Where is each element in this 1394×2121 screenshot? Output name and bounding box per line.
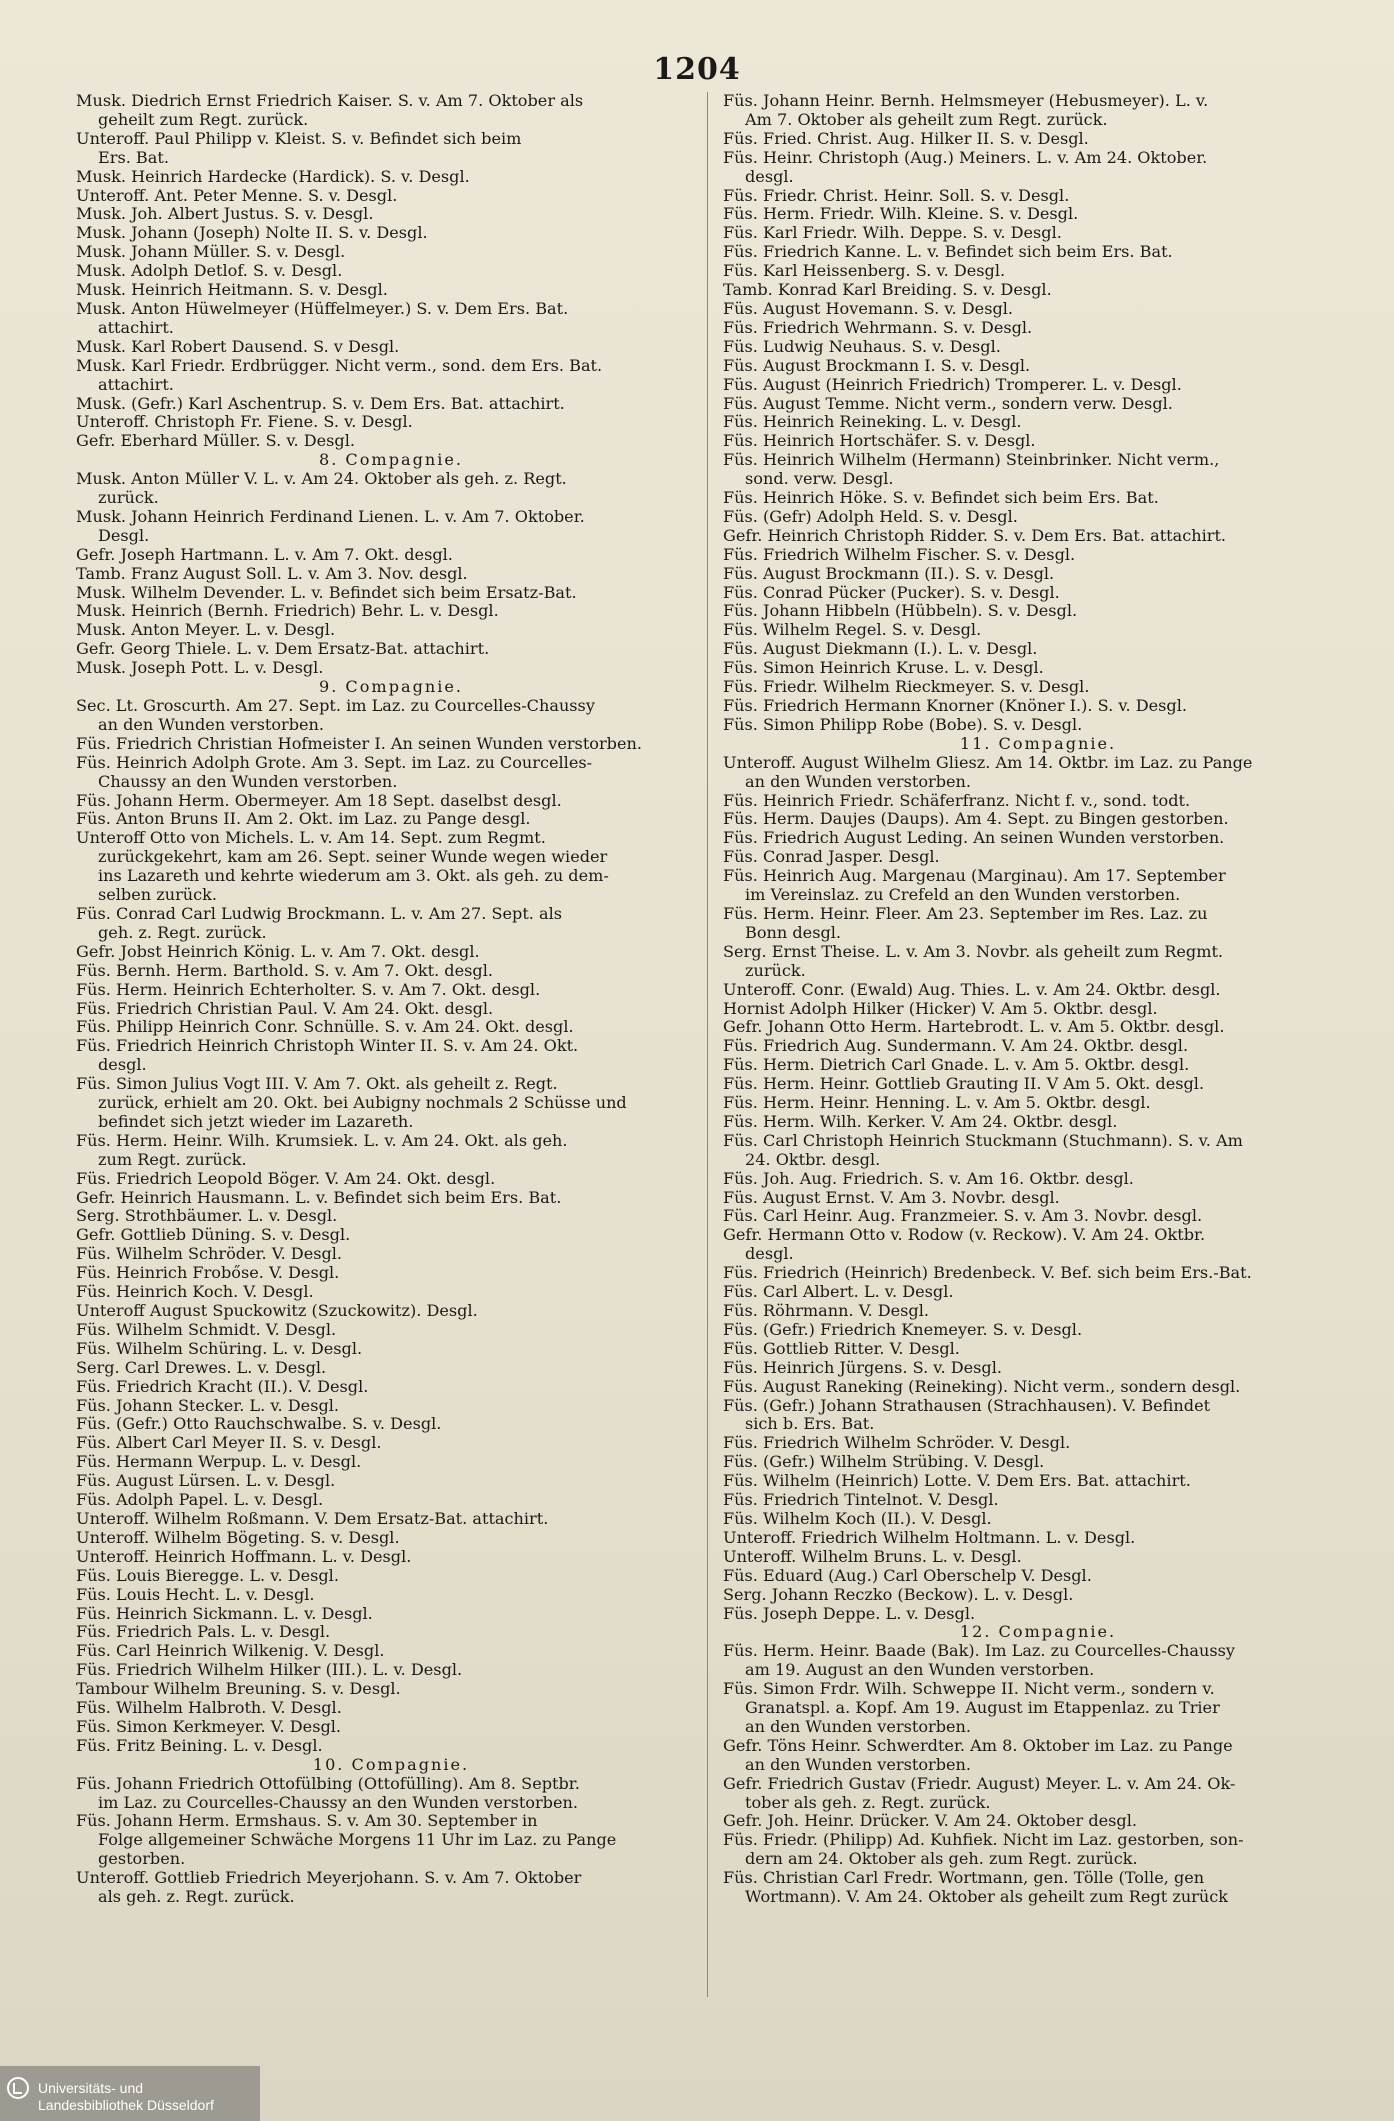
roster-entry: Füs. August Diekmann (I.). L. v. Desgl. [723,640,1038,659]
entry-continuation: sich b. Ers. Bat. [745,1415,875,1434]
roster-entry: Gefr. Hermann Otto v. Rodow (v. Reckow). V. Am 24. Oktbr. [723,1226,1206,1245]
roster-entry: Musk. Johann (Joseph) Nolte II. S. v. Desgl. [76,224,428,243]
roster-entry: Gefr. Jobst Heinrich König. L. v. Am 7. Okt. desgl. [76,942,480,961]
roster-entry: Füs. Simon Frdr. Wilh. Schweppe II. Nicht verm., sondern v. [723,1680,1215,1699]
roster-entry: Füs. Johann Stecker. L. v. Desgl. [76,1396,340,1415]
roster-entry: Füs. Simon Heinrich Kruse. L. v. Desgl. [723,659,1044,678]
roster-entry: Füs. Joh. Aug. Friedrich. S. v. Am 16. Oktbr. desgl. [723,1169,1134,1188]
roster-entry: Füs. Herm. Heinr. Henning. L. v. Am 5. Oktbr. desgl. [723,1094,1151,1113]
roster-entry: Füs. Simon Julius Vogt III. V. Am 7. Okt. als geheilt z. Regt. [76,1075,558,1094]
roster-entry: Gefr. Joh. Heinr. Drücker. V. Am 24. Oktober desgl. [723,1812,1138,1831]
roster-entry: Füs. Heinrich Höke. S. v. Befindet sich beim Ers. Bat. [723,489,1159,508]
roster-entry: Füs. Friedrich Hermann Knorner (Knöner I.). S. v. Desgl. [723,697,1187,715]
roster-entry: Füs. Albert Carl Meyer II. S. v. Desgl. [76,1434,382,1453]
company-heading: 9. Compagnie. [318,678,464,697]
roster-entry: Unteroff. Wilhelm Bruns. L. v. Desgl. [723,1547,1022,1566]
roster-entry: Füs. Carl Albert. L. v. Desgl. [723,1283,954,1302]
roster-entry: Füs. Friedrich Wilhelm Fischer. S. v. Desgl. [723,545,1076,564]
roster-entry: Füs. (Gefr.) Friedrich Knemeyer. S. v. Desgl. [723,1320,1083,1339]
entry-continuation: desgl. [745,167,794,186]
entry-continuation: als geh. z. Regt. zurück. [98,1888,295,1907]
roster-entry: Füs. Herm. Heinr. Baade (Bak). Im Laz. zu Courcelles-Chaussy [723,1642,1235,1661]
roster-entry: Füs. Herm. Heinr. Gottlieb Grauting II. V Am 5. Okt. desgl. [723,1075,1205,1094]
roster-entry: Unteroff. Heinrich Hoffmann. L. v. Desgl. [76,1547,412,1566]
roster-entry: Musk. Heinrich Hardecke (Hardick). S. v. Desgl. [76,167,470,186]
roster-entry: Gefr. Töns Heinr. Schwerdter. Am 8. Oktober im Laz. zu Pange [723,1736,1233,1755]
roster-entry: Füs. Friedrich Wehrmann. S. v. Desgl. [723,318,1033,337]
roster-entry: Füs. Friedrich Christian Paul. V. Am 24. Okt. desgl. [76,999,494,1018]
roster-entry: Musk. Diedrich Ernst Friedrich Kaiser. S. v. Am 7. Oktober als [76,92,584,110]
roster-entry: Serg. Strothbäumer. L. v. Desgl. [76,1207,338,1226]
roster-entry: Musk. Karl Robert Dausend. S. v Desgl. [76,337,400,356]
roster-entry: Füs. Friedrich Leopold Böger. V. Am 24. Okt. desgl. [76,1169,496,1188]
roster-entry: Füs. (Gefr.) Wilhelm Strübing. V. Desgl. [723,1453,1045,1472]
roster-entry: Musk. Karl Friedr. Erdbrügger. Nicht verm., sond. dem Ers. Bat. [76,356,603,375]
roster-entry: Gefr. Friedrich Gustav (Friedr. August) Meyer. L. v. Am 24. Ok- [723,1774,1236,1793]
roster-entry: Füs. Herm. Heinr. Wilh. Krumsiek. L. v. Am 24. Okt. als geh. [76,1131,568,1150]
roster-entry: Füs. August (Heinrich Friedrich) Tromperer. L. v. Desgl. [723,375,1182,394]
company-heading: 11. Compagnie. [959,734,1117,753]
roster-entry: Tamb. Konrad Karl Breiding. S. v. Desgl. [723,281,1052,300]
entry-continuation: geh. z. Regt. zurück. [98,923,267,942]
roster-entry: Füs. Hermann Werpup. L. v. Desgl. [76,1453,362,1472]
roster-entry: Füs. Anton Bruns II. Am 2. Okt. im Laz. zu Pange desgl. [76,810,531,829]
library-name-line1: Universitäts- und [38,2080,144,2096]
roster-entry: Musk. (Gefr.) Karl Aschentrup. S. v. Dem Ers. Bat. attachirt. [76,394,565,413]
entry-continuation: Folge allgemeiner Schwäche Morgens 11 Uhr im Laz. zu Pange [98,1831,617,1850]
roster-entry: Füs. Wilhelm Koch (II.). V. Desgl. [723,1509,992,1528]
roster-entry: Füs. Adolph Papel. L. v. Desgl. [76,1491,324,1510]
entry-continuation: gestorben. [98,1850,186,1869]
roster-entry: Gefr. Gottlieb Düning. S. v. Desgl. [76,1226,351,1245]
roster-entry: Unteroff. Ant. Peter Menne. S. v. Desgl. [76,186,398,205]
roster-entry: Füs. Heinrich Adolph Grote. Am 3. Sept. im Laz. zu Courcelles- [76,753,593,772]
roster-entry: Füs. Heinrich Jürgens. S. v. Desgl. [723,1358,1002,1377]
roster-entry: Füs. (Gefr.) Otto Rauchschwalbe. S. v. Desgl. [76,1415,442,1434]
roster-entry: Füs. Wilhelm (Heinrich) Lotte. V. Dem Ers. Bat. attachirt. [723,1472,1191,1491]
roster-entry: Füs. Röhrmann. V. Desgl. [723,1302,929,1320]
roster-entry: Unteroff. Paul Philipp v. Kleist. S. v. Befindet sich beim [76,129,522,148]
roster-entry: Füs. Wilhelm Schmidt. V. Desgl. [76,1320,337,1339]
roster-entry: Füs. Johann Heinr. Bernh. Helmsmeyer (Hebusmeyer). L. v. [723,92,1209,110]
roster-entry: Musk. Anton Müller V. L. v. Am 24. Oktober als geh. z. Regt. [76,470,567,489]
roster-entry: Füs. August Hovemann. S. v. Desgl. [723,299,1014,318]
roster-entry: Füs. Carl Heinr. Aug. Franzmeier. S. v. Am 3. Novbr. desgl. [723,1207,1203,1226]
roster-entry: Musk. Anton Meyer. L. v. Desgl. [76,621,336,640]
roster-entry: Gefr. Eberhard Müller. S. v. Desgl. [76,432,355,451]
roster-entry: Gefr. Heinrich Hausmann. L. v. Befindet sich beim Ers. Bat. [76,1188,562,1207]
entry-continuation: geheilt zum Regt. zurück. [98,110,309,129]
roster-entry: Füs. Herm. Heinr. Fleer. Am 23. September im Res. Laz. zu [723,904,1208,923]
roster-entry: Füs. Johann Herm. Obermeyer. Am 18 Sept. daselbst desgl. [76,791,562,810]
roster-entry: Füs. Herm. Daujes (Daups). Am 4. Sept. zu Bingen gestorben. [723,810,1229,829]
roster-entry: Füs. (Gefr) Adolph Held. S. v. Desgl. [723,507,1018,526]
roster-entry: Füs. August Raneking (Reineking). Nicht verm., sondern desgl. [723,1377,1241,1396]
roster-entry: Füs. Heinrich Frobőse. V. Desgl. [76,1264,340,1283]
column-divider [707,92,708,1997]
roster-entry: Füs. Heinrich Koch. V. Desgl. [76,1283,314,1302]
entry-continuation: Desgl. [98,526,150,545]
entry-continuation: zurück. [745,961,806,980]
roster-entry: Unteroff. Conr. (Ewald) Aug. Thies. L. v. Am 24. Oktbr. desgl. [723,980,1221,999]
entry-continuation: an den Wunden verstorben. [98,715,325,734]
roster-entry: Musk. Joseph Pott. L. v. Desgl. [76,659,324,678]
roster-entry: Gefr. Johann Otto Herm. Hartebrodt. L. v. Am 5. Oktbr. desgl. [723,1018,1225,1037]
entry-continuation: an den Wunden verstorben. [745,1717,972,1736]
roster-entry: Füs. Friedrich Christian Hofmeister I. An seinen Wunden verstorben. [76,734,642,753]
page-number: 1204 [653,52,741,87]
roster-entry: Füs. Friedrich Kracht (II.). V. Desgl. [76,1377,369,1396]
entry-continuation: desgl. [745,1245,794,1264]
roster-entry: Füs. Louis Bieregge. L. v. Desgl. [76,1566,339,1585]
entry-continuation: zurück, erhielt am 20. Okt. bei Aubigny nochmals 2 Schüsse und [98,1094,627,1113]
roster-entry: Hornist Adolph Hilker (Hicker) V. Am 5. Oktbr. desgl. [723,999,1158,1018]
entry-continuation: am 19. August an den Wunden verstorben. [745,1661,1095,1680]
roster-entry: Unteroff August Spuckowitz (Szuckowitz). Desgl. [76,1302,478,1320]
company-heading: 12. Compagnie. [959,1623,1117,1642]
roster-entry: Füs. August Ernst. V. Am 3. Novbr. desgl. [723,1188,1060,1207]
entry-continuation: Wortmann). V. Am 24. Oktober als geheilt zum Regt zurück [745,1888,1229,1907]
roster-entry: Füs. Conrad Pücker (Pucker). S. v. Desgl. [723,583,1060,602]
roster-entry: Musk. Johann Müller. S. v. Desgl. [76,243,346,262]
roster-entry: Füs. Carl Heinrich Wilkenig. V. Desgl. [76,1642,385,1661]
entry-continuation: attachirt. [98,318,174,337]
roster-entry: Füs. Heinrich Sickmann. L. v. Desgl. [76,1604,373,1623]
roster-entry: Tambour Wilhelm Breuning. S. v. Desgl. [76,1680,401,1699]
roster-entry: Musk. Anton Hüwelmeyer (Hüffelmeyer.) S. v. Dem Ers. Bat. [76,299,569,318]
roster-entry: Füs. Karl Heissenberg. S. v. Desgl. [723,262,1006,281]
roster-entry: Gefr. Heinrich Christoph Ridder. S. v. Dem Ers. Bat. attachirt. [723,526,1227,545]
roster-entry: Musk. Joh. Albert Justus. S. v. Desgl. [76,205,374,224]
roster-entry: Gefr. Joseph Hartmann. L. v. Am 7. Okt. desgl. [76,545,453,564]
roster-entry: Füs. Johann Friedrich Ottofülbing (Ottofülling). Am 8. Septbr. [76,1774,580,1793]
roster-entry: Unteroff. Friedrich Wilhelm Holtmann. L. v. Desgl. [723,1528,1136,1547]
roster-entry: Füs. Heinrich Aug. Margenau (Marginau). Am 17. September [723,867,1226,886]
roster-entry: Füs. Johann Herm. Ermshaus. S. v. Am 30. September in [76,1812,538,1831]
roster-entry: Füs. Gottlieb Ritter. V. Desgl. [723,1339,960,1358]
roster-entry: Füs. Ludwig Neuhaus. S. v. Desgl. [723,337,1001,356]
entry-continuation: 24. Oktbr. desgl. [745,1150,881,1169]
roster-entry: Füs. Friedrich Wilhelm Hilker (III.). L. v. Desgl. [76,1661,463,1680]
roster-entry: Serg. Ernst Theise. L. v. Am 3. Novbr. als geheilt zum Regmt. [723,942,1224,961]
roster-entry: Füs. Simon Philipp Robe (Bobe). S. v. Desgl. [723,715,1083,734]
roster-entry: Füs. Louis Hecht. L. v. Desgl. [76,1585,315,1604]
roster-entry: Gefr. Georg Thiele. L. v. Dem Ersatz-Bat. attachirt. [76,640,490,659]
roster-entry: Füs. August Brockmann (II.). S. v. Desgl. [723,564,1055,583]
roster-entry: Füs. Heinrich Friedr. Schäferfranz. Nicht f. v., sond. todt. [723,791,1191,810]
roster-entry: Füs. Friedrich Kanne. L. v. Befindet sich beim Ers. Bat. [723,243,1173,262]
entry-continuation: Am 7. Oktober als geheilt zum Regt. zurück. [745,110,1108,129]
roster-entry: Füs. Carl Christoph Heinrich Stuckmann (Stuchmann). S. v. Am [723,1131,1243,1150]
roster-entry: Füs. Heinrich Hortschäfer. S. v. Desgl. [723,432,1036,451]
roster-entry: Füs. Karl Friedr. Wilh. Deppe. S. v. Desgl. [723,224,1062,243]
roster-entry: Füs. Friedr. (Philipp) Ad. Kuhfiek. Nicht im Laz. gestorben, son- [723,1831,1244,1850]
roster-entry: Füs. Conrad Carl Ludwig Brockmann. L. v. Am 27. Sept. als [76,904,563,923]
company-heading: 8. Compagnie. [318,451,464,470]
roster-entry: Unteroff. Wilhelm Roßmann. V. Dem Ersatz-Bat. attachirt. [76,1509,549,1528]
roster-entry: Füs. Friedrich Tintelnot. V. Desgl. [723,1491,999,1510]
roster-entry: Unteroff Otto von Michels. L. v. Am 14. Sept. zum Regmt. [76,829,546,848]
entry-continuation: Granatspl. a. Kopf. Am 19. August im Etappenlaz. zu Trier [745,1699,1220,1718]
roster-entry: Unteroff. Wilhelm Bögeting. S. v. Desgl. [76,1528,400,1547]
entry-continuation: desgl. [98,1056,147,1075]
roster-entry: Füs. Friedrich Heinrich Christoph Winter II. S. v. Am 24. Okt. [76,1037,579,1056]
entry-continuation: ins Lazareth und kehrte wiederum am 3. Okt. als geh. zu dem- [98,867,609,886]
roster-entry: Musk. Heinrich Heitmann. S. v. Desgl. [76,281,388,300]
left-column [76,92,706,1907]
roster-entry: Füs. Heinrich Wilhelm (Hermann) Steinbrinker. Nicht verm., [723,451,1220,470]
entry-continuation: Bonn desgl. [745,923,842,942]
roster-entry: Füs. Wilhelm Halbroth. V. Desgl. [76,1699,342,1718]
roster-entry: Unteroff. Gottlieb Friedrich Meyerjohann. S. v. Am 7. Oktober [76,1869,582,1888]
entry-continuation: tober als geh. z. Regt. zurück. [745,1793,991,1812]
entry-continuation: zurück. [98,489,159,508]
right-column [723,92,1353,1907]
roster-entry: Füs. Fritz Beining. L. v. Desgl. [76,1736,323,1755]
roster-entry: Unteroff. August Wilhelm Gliesz. Am 14. Oktbr. im Laz. zu Pange [723,753,1253,772]
entry-continuation: zurückgekehrt, kam am 26. Sept. seiner Wunde wegen wieder [98,848,608,867]
roster-entry: Musk. Adolph Detlof. S. v. Desgl. [76,262,343,281]
entry-continuation: im Laz. zu Courcelles-Chaussy an den Wunden verstorben. [98,1793,578,1812]
roster-entry: Füs. Herm. Wilh. Kerker. V. Am 24. Oktbr. desgl. [723,1112,1118,1131]
roster-entry: Füs. Philipp Heinrich Conr. Schnülle. S. v. Am 24. Okt. desgl. [76,1018,574,1037]
roster-entry: Sec. Lt. Groscurth. Am 27. Sept. im Laz. zu Courcelles-Chaussy [76,697,595,715]
library-logo-icon [6,2076,30,2100]
roster-entry: Füs. Eduard (Aug.) Carl Oberschelp V. Desgl. [723,1566,1092,1585]
entry-continuation: attachirt. [98,375,174,394]
roster-entry: Füs. Herm. Heinrich Echterholter. S. v. Am 7. Okt. desgl. [76,980,541,999]
company-heading: 10. Compagnie. [312,1755,470,1774]
roster-entry: Musk. Johann Heinrich Ferdinand Lienen. L. v. Am 7. Oktober. [76,507,585,526]
roster-entry: Füs. Wilhelm Schröder. V. Desgl. [76,1245,343,1264]
roster-entry: Füs. Christian Carl Fredr. Wortmann, gen. Tölle (Tolle, gen [723,1869,1205,1888]
roster-entry: Füs. Fried. Christ. Aug. Hilker II. S. v. Desgl. [723,129,1089,148]
roster-entry: Füs. Conrad Jasper. Desgl. [723,848,940,867]
entry-continuation: selben zurück. [98,886,218,905]
roster-entry: Füs. Friedrich Aug. Sundermann. V. Am 24. Oktbr. desgl. [723,1037,1189,1056]
library-name-line2: Landesbibliothek Düsseldorf [38,2097,214,2113]
entry-continuation: Ers. Bat. [98,148,169,167]
roster-entry: Füs. Johann Hibbeln (Hübbeln). S. v. Desgl. [723,602,1078,621]
roster-entry: Füs. Friedr. Wilhelm Rieckmeyer. S. v. Desgl. [723,678,1090,697]
roster-entry: Füs. Friedrich (Heinrich) Bredenbeck. V. Bef. sich beim Ers.-Bat. [723,1264,1252,1283]
roster-entry: Füs. Heinrich Reineking. L. v. Desgl. [723,413,1022,432]
roster-entry: Füs. Simon Kerkmeyer. V. Desgl. [76,1717,342,1736]
roster-entry: Füs. August Temme. Nicht verm., sondern verw. Desgl. [723,394,1173,413]
entry-continuation: dern am 24. Oktober als geh. zum Regt. zurück. [745,1850,1138,1869]
entry-continuation: zum Regt. zurück. [98,1150,247,1169]
entry-continuation: an den Wunden verstorben. [745,772,972,791]
roster-entry: Füs. Friedrich Wilhelm Schröder. V. Desgl. [723,1434,1071,1453]
entry-continuation: an den Wunden verstorben. [745,1755,972,1774]
roster-entry: Füs. Friedrich August Leding. An seinen Wunden verstorben. [723,829,1225,848]
entry-continuation: im Vereinslaz. zu Crefeld an den Wunden verstorben. [745,886,1181,905]
roster-entry: Serg. Carl Drewes. L. v. Desgl. [76,1358,327,1377]
roster-entry: Füs. August Brockmann I. S. v. Desgl. [723,356,1031,375]
roster-entry: Füs. August Lürsen. L. v. Desgl. [76,1472,336,1491]
roster-entry: Musk. Heinrich (Bernh. Friedrich) Behr. L. v. Desgl. [76,602,499,621]
roster-entry: Musk. Wilhelm Devender. L. v. Befindet sich beim Ersatz-Bat. [76,583,577,602]
roster-entry: Serg. Johann Reczko (Beckow). L. v. Desgl. [723,1585,1074,1604]
library-label [38,2080,214,2114]
roster-entry: Füs. Herm. Friedr. Wilh. Kleine. S. v. Desgl. [723,205,1079,224]
roster-entry: Füs. Wilhelm Schüring. L. v. Desgl. [76,1339,363,1358]
entry-continuation: sond. verw. Desgl. [745,470,894,489]
roster-entry: Füs. Friedrich Pals. L. v. Desgl. [76,1623,331,1642]
roster-entry: Füs. Joseph Deppe. L. v. Desgl. [723,1604,976,1623]
roster-entry: Füs. (Gefr.) Johann Strathausen (Strachhausen). V. Befindet [723,1396,1211,1415]
roster-entry: Füs. Heinr. Christoph (Aug.) Meiners. L. v. Am 24. Oktober. [723,148,1208,167]
roster-entry: Füs. Herm. Dietrich Carl Gnade. L. v. Am 5. Oktbr. desgl. [723,1056,1190,1075]
roster-entry: Füs. Bernh. Herm. Barthold. S. v. Am 7. Okt. desgl. [76,961,493,980]
entry-continuation: befindet sich jetzt wieder im Lazareth. [98,1112,414,1131]
roster-entry: Füs. Wilhelm Regel. S. v. Desgl. [723,621,982,640]
roster-entry: Unteroff. Christoph Fr. Fiene. S. v. Desgl. [76,413,413,432]
roster-entry: Tamb. Franz August Soll. L. v. Am 3. Nov. desgl. [76,564,468,583]
entry-continuation: Chaussy an den Wunden verstorben. [98,772,398,791]
roster-entry: Füs. Friedr. Christ. Heinr. Soll. S. v. Desgl. [723,186,1070,205]
